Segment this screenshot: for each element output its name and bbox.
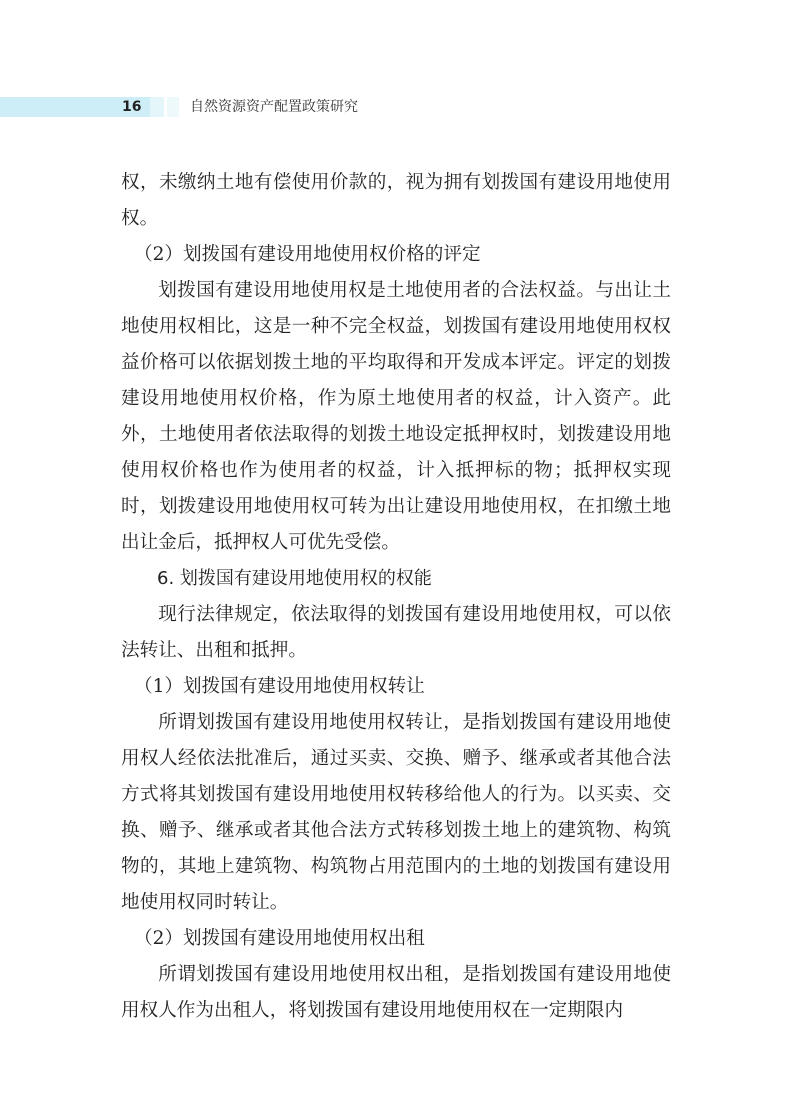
- section-heading: 6. 划拨国有建设用地使用权的权能: [157, 568, 432, 589]
- page-body: [121, 165, 671, 1029]
- header-band-segment: [167, 97, 179, 117]
- paragraph: 所谓划拨国有建设用地使用权出租，是指划拨国有建设用地使用权人作为出租人，将划拨国有建设用地使用权在一定期限内: [121, 964, 671, 1021]
- paragraph: 所谓划拨国有建设用地使用权转让，是指划拨国有建设用地使用权人经依法批准后，通过买卖、交换、赠予、继承或者其他合法方式将其划拨国有建设用地使用权转移给他人的行为。以买卖、交换、赠予、继承或者其他合法方式转移划拨土地上的建筑物、构筑物的，其地上建筑物、构筑物占用范围内的土地的划拨国有建设用地使用权同时转让。: [121, 712, 671, 913]
- header-band-segment: [150, 97, 164, 117]
- section-heading: （2）划拨国有建设用地使用权出租: [134, 928, 425, 949]
- paragraph: 划拨国有建设用地使用权是土地使用者的合法权益。与出让土地使用权相比，这是一种不完全权益，划拨国有建设用地使用权权益价格可以依据划拨土地的平均取得和开发成本评定。评定的划拨建设用地使用权价格，作为原土地使用者的权益，计入资产。此外，土地使用者依法取得的划拨土地设定抵押权时，划拨建设用地使用权价格也作为使用者的权益，计入抵押标的物；抵押权实现时，划拨建设用地使用权可转为出让建设用地使用权，在扣缴土地出让金后，抵押权人可优先受偿。: [121, 280, 671, 553]
- page-number: 16: [122, 99, 142, 115]
- running-title: 自然资源资产配置政策研究: [190, 99, 358, 115]
- paragraph: 现行法律规定，依法取得的划拨国有建设用地使用权，可以依法转让、出租和抵押。: [121, 604, 671, 661]
- section-heading: （1）划拨国有建设用地使用权转让: [134, 676, 425, 697]
- paragraph: 权，未缴纳土地有偿使用价款的，视为拥有划拨国有建设用地使用权。: [121, 172, 671, 229]
- header-band: [0, 97, 180, 117]
- section-heading: （2）划拨国有建设用地使用权价格的评定: [134, 244, 481, 265]
